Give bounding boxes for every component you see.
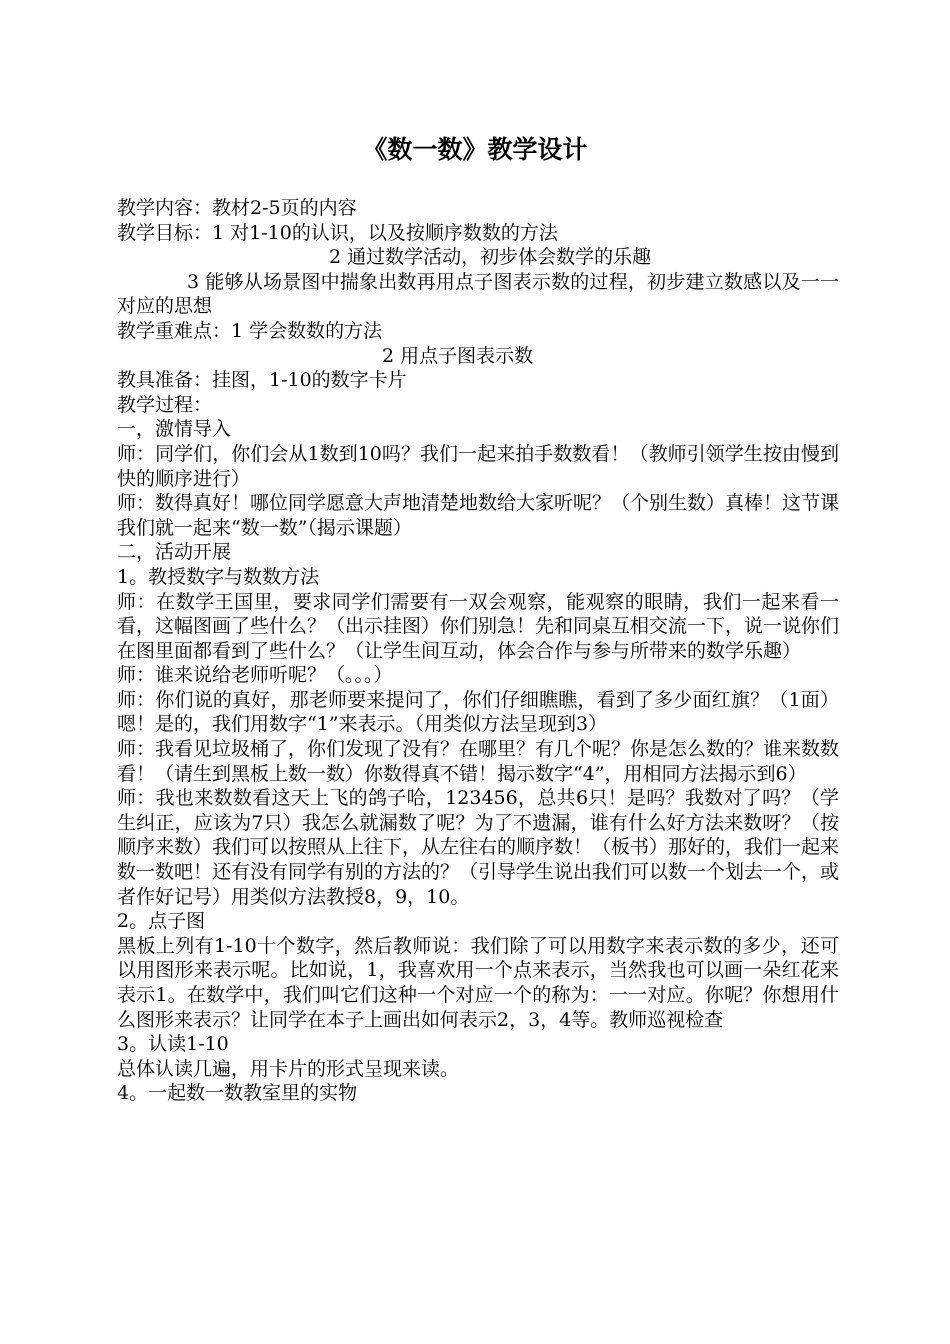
subsection-2-1-heading: 1。教授数字与数数方法 xyxy=(117,565,320,588)
document-body xyxy=(117,196,839,1106)
teaching-goal-3: 3 能够从场景图中揣象出数再用点子图表示数的过程，初步建立数感以及一一对应的思想 xyxy=(117,270,839,318)
paragraph-9: 总体认读几遍，用卡片的形式呈现来读。 xyxy=(117,1057,460,1080)
teaching-content: 教学内容：教材2-5页的内容 xyxy=(117,197,357,219)
teaching-goal-1: 教学目标：1 对1-10的认识，以及按顺序数数的方法 xyxy=(117,221,558,244)
paragraph-1: 师：同学们，你们会从1数到10吗？我们一起来拍手数数看！（教师引领学生按由慢到快的顺序进行） xyxy=(117,442,839,490)
paragraph-7: 师：我也来数数看这天上飞的鸽子哈，123456，总共6只！是吗？我数对了吗？（学生纠正，应该为7只）我怎么就漏数了呢？为了不遗漏，谁有什么好方法来数呀？（按顺序来数）我们可以按照从上往下，从左往右的顺序数！（板书）那好的，我们一起来数一数吧！还有没有同学有别的方法的？（引导学生说出我们可以数一个划去一个，或者作好记号）用类似方法教授8，9，10。 xyxy=(117,787,840,908)
section-1-heading: 一，激情导入 xyxy=(117,418,232,441)
subsection-2-2-heading: 2。点子图 xyxy=(117,910,206,933)
key-point-1: 教学重难点：1 学会数数的方法 xyxy=(117,319,383,342)
paragraph-3: 师：在数学王国里，要求同学们需要有一双会观察，能观察的眼睛，我们一起来看一看，这幅图画了些什么？（出示挂图）你们别急！先和同桌互相交流一下，说一说你们在图里面都看到了些什么？（让学生间互动，体会合作与参与所带来的数学乐趣） xyxy=(117,590,840,662)
paragraph-8: 黑板上列有1-10十个数字，然后教师说：我们除了可以用数字来表示数的多少，还可以用图形来表示呢。比如说，1，我喜欢用一个点来表示，当然我也可以画一朵红花来表示1。在数学中，我们叫它们这种一个对应一个的称为：一一对应。你呢？你想用什么图形来表示？让同学在本子上画出如何表示2，3，4等。教师巡视检查 xyxy=(117,934,839,1031)
key-point-2: 2 用点子图表示数 xyxy=(382,344,534,367)
subsection-2-4-heading: 4。一起数一数教室里的实物 xyxy=(117,1082,358,1105)
teaching-tools: 教具准备：挂图，1-10的数字卡片 xyxy=(117,369,407,392)
teaching-goal-2: 2 通过数学活动，初步体会数学的乐趣 xyxy=(329,246,652,269)
section-2-heading: 二，活动开展 xyxy=(117,541,232,564)
paragraph-4: 师：谁来说给老师听呢？（。。。） xyxy=(117,664,393,687)
paragraph-6: 师：我看见垃圾桶了，你们发现了没有？在哪里？有几个呢？你是怎么数的？谁来数数看！（请生到黑板上数一数）你数得真不错！揭示数字“4”，用相同方法揭示到6） xyxy=(117,738,840,785)
document-title: 《数一数》教学设计 xyxy=(362,135,588,164)
paragraph-5: 师：你们说的真好，那老师要来提问了，你们仔细瞧瞧，看到了多少面红旗？（1面）嗯！是的，我们用数字“1”来表示。（用类似方法呈现到3） xyxy=(117,688,839,736)
paragraph-2: 师：数得真好！哪位同学愿意大声地清楚地数给大家听呢？（个别生数）真棒！这节课我们就一起来“数一数”（揭示课题） xyxy=(117,492,840,539)
teaching-process-heading: 教学过程： xyxy=(117,393,213,416)
subsection-2-3-heading: 3。认读1-10 xyxy=(117,1033,229,1056)
